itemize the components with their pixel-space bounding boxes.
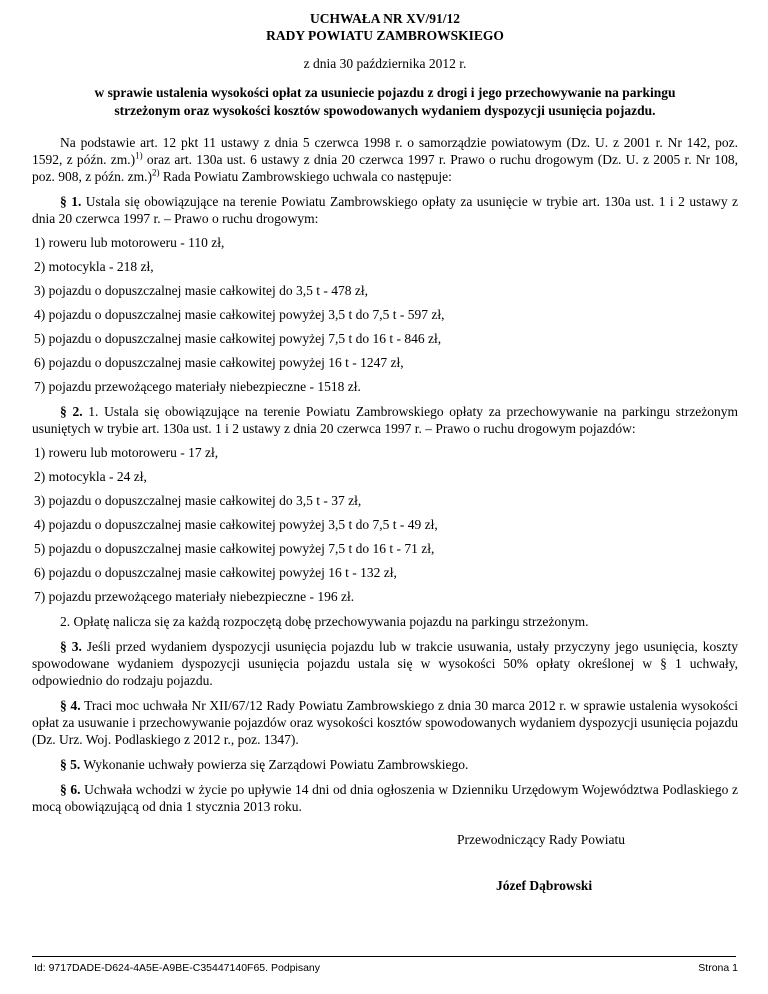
- signatory-role: Przewodniczący Rady Powiatu: [457, 832, 625, 847]
- section-3-text: Jeśli przed wydaniem dyspozycji usunięcia pojazdu lub w trakcie usuwania, ustały przyczyny jego usunięcia, koszty spowodowane wydaniem dyspozycji usunięcia pojazdu ustala się w wysokości 50% opłaty określonej w § 1 uchwały, odpowiednio do rodzaju pojazdu.: [32, 639, 739, 688]
- section-4-text: Traci moc uchwała Nr XII/67/12 Rady Powiatu Zambrowskiego z dnia 30 marca 2012 r. w sprawie ustalenia wysokości opłat za usuwanie i przechowywanie pojazdów oraz wysokości kosztów spowodowanych wydaniem dyspozycji usunięcia pojazdu (Dz. Urz. Woj. Podlaskiego z 2012 r., poz. 1347).: [32, 698, 738, 747]
- section-4-mark: § 4.: [60, 698, 81, 713]
- resolution-date: z dnia 30 października 2012 r.: [303, 56, 467, 71]
- fee-removal-item: 1) roweru lub motoroweru - 110 zł,: [34, 235, 225, 250]
- legal-basis-text-a: Na podstawie art. 12 pkt 11 ustawy z dnia 5 czerwca 1998 r. o samorządzie powiatowym (Dz. U. z 2001 r. Nr 142, poz. 1592, z późn. zm.): [32, 135, 738, 167]
- fee-storage-item: 6) pojazdu o dopuszczalnej masie całkowitej powyżej 16 t - 132 zł,: [34, 565, 397, 580]
- footnote-ref-2: 2): [151, 167, 160, 178]
- section-1: [32, 193, 738, 227]
- document-page: [32, 10, 738, 815]
- section-2-point-2: 2. Opłatę nalicza się za każdą rozpoczętą dobę przechowywania pojazdu na parkingu strzeżonym.: [60, 614, 589, 629]
- fee-storage-item: 3) pojazdu o dopuszczalnej masie całkowitej do 3,5 t - 37 zł,: [34, 493, 362, 508]
- section-1-text: Ustala się obowiązujące na terenie Powiatu Zambrowskiego opłaty za usunięcie w trybie art. 130a ust. 1 i 2 ustawy z dnia 20 czerwca 1997 r. – Prawo o ruchu drogowym:: [32, 194, 739, 226]
- footer-divider: [32, 956, 736, 957]
- signatory-name: Józef Dąbrowski: [496, 878, 593, 893]
- fee-removal-item: 4) pojazdu o dopuszczalnej masie całkowitej powyżej 3,5 t do 7,5 t - 597 zł,: [34, 307, 445, 322]
- section-2-mark: § 2.: [60, 404, 83, 419]
- section-6-text: Uchwała wchodzi w życie po upływie 14 dni od dnia ogłoszenia w Dzienniku Urzędowym Województwa Podlaskiego z mocą obowiązującą od dnia 1 stycznia 2013 roku.: [32, 782, 739, 814]
- section-5-mark: § 5.: [60, 757, 81, 772]
- section-3: [32, 638, 738, 689]
- section-3-mark: § 3.: [60, 639, 82, 654]
- fee-removal-item: 6) pojazdu o dopuszczalnej masie całkowitej powyżej 16 t - 1247 zł,: [34, 355, 404, 370]
- fee-storage-item: 7) pojazdu przewożącego materiały niebezpieczne - 196 zł.: [34, 589, 355, 604]
- section-5: [32, 756, 738, 773]
- fee-storage-item: 4) pojazdu o dopuszczalnej masie całkowitej powyżej 3,5 t do 7,5 t - 49 zł,: [34, 517, 438, 532]
- fee-removal-item: 3) pojazdu o dopuszczalnej masie całkowitej do 3,5 t - 478 zł,: [34, 283, 369, 298]
- fee-storage-item: 2) motocykla - 24 zł,: [34, 469, 147, 484]
- council-name: RADY POWIATU ZAMBROWSKIEGO: [266, 28, 504, 43]
- fee-removal-item: 2) motocykla - 218 zł,: [34, 259, 154, 274]
- section-2-text: 1. Ustala się obowiązujące na terenie Powiatu Zambrowskiego opłaty za przechowywanie na parkingu strzeżonym usuniętych w trybie art. 130a ust. 1 i 2 ustawy z dnia 20 czerwca 1997 r. – Prawo o ruchu drogowym pojazdów:: [32, 404, 739, 436]
- legal-basis-paragraph: [32, 134, 738, 185]
- fee-storage-item: 1) roweru lub motoroweru - 17 zł,: [34, 445, 219, 460]
- fee-storage-item: 5) pojazdu o dopuszczalnej masie całkowitej powyżej 7,5 t do 16 t - 71 zł,: [34, 541, 435, 556]
- section-4: [32, 697, 738, 748]
- section-6: [32, 781, 738, 815]
- document-id: Id: 9717DADE-D624-4A5E-A9BE-C35447140F65. Podpisany: [34, 962, 321, 974]
- subject-line-1: w sprawie ustalenia wysokości opłat za usuniecie pojazdu z drogi i jego przechowywanie na parkingu: [94, 85, 676, 100]
- section-1-mark: § 1.: [60, 194, 82, 209]
- section-5-text: Wykonanie uchwały powierza się Zarządowi Powiatu Zambrowskiego.: [80, 757, 469, 772]
- resolution-subject: [32, 84, 738, 120]
- page-number: Strona 1: [698, 962, 738, 974]
- section-6-mark: § 6.: [60, 782, 81, 797]
- legal-basis-text-b: oraz art. 130a ust. 6 ustawy z dnia 20 czerwca 1997 r. Prawo o ruchu drogowym (Dz. U. z 2005 r. Nr 108, poz. 908, z późn. zm.): [32, 152, 738, 184]
- fee-removal-item: 5) pojazdu o dopuszczalnej masie całkowitej powyżej 7,5 t do 16 t - 846 zł,: [34, 331, 442, 346]
- section-2: [32, 403, 738, 437]
- footnote-ref-1: 1): [135, 150, 143, 161]
- fee-removal-item: 7) pojazdu przewożącego materiały niebezpieczne - 1518 zł.: [34, 379, 361, 394]
- legal-basis-text-c: Rada Powiatu Zambrowskiego uchwala co następuje:: [159, 169, 452, 184]
- subject-line-2: strzeżonym oraz wysokości kosztów spowodowanych wydaniem dyspozycji usunięcia pojazdu.: [114, 103, 656, 118]
- resolution-number: UCHWAŁA NR XV/91/12: [309, 11, 460, 26]
